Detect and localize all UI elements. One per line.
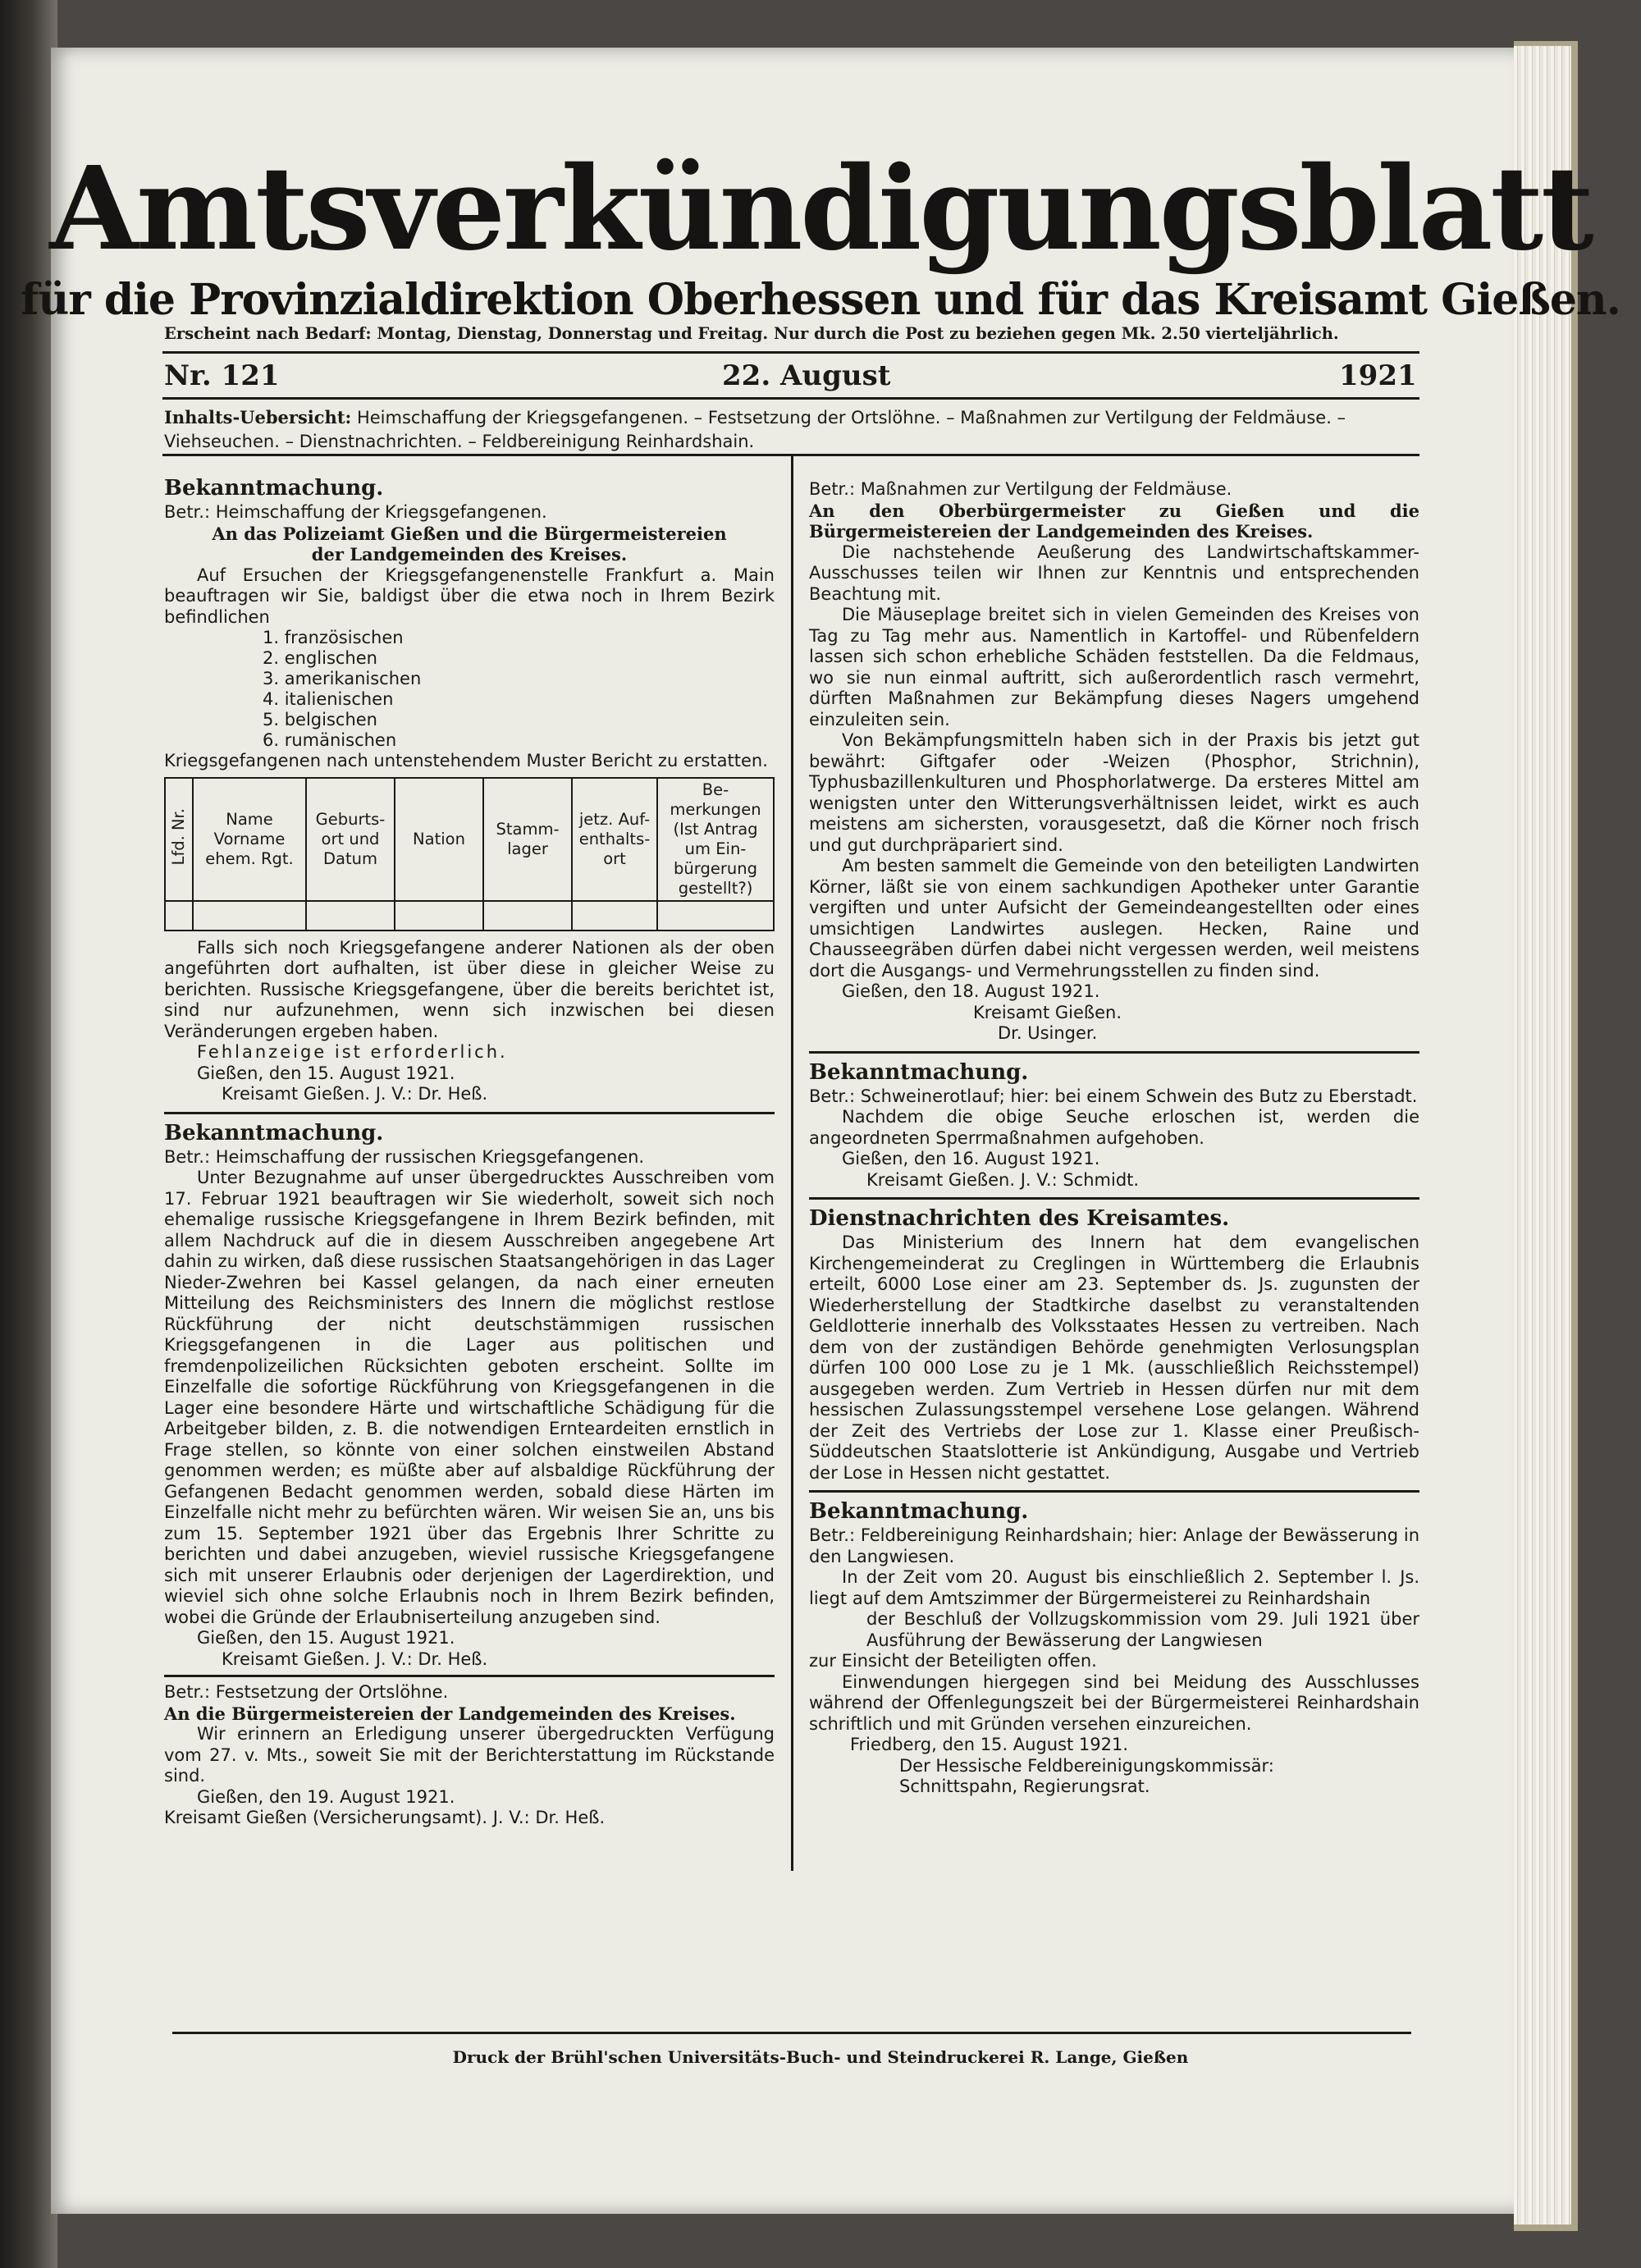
article-place-date: Gießen, den 15. August 1921. [197,1628,455,1648]
article-heading: Bekanntmachung. [164,476,384,501]
table-cell [306,901,395,931]
article-signature: Kreisamt Gießen. [973,1002,1122,1022]
page-edges [1514,41,1578,2231]
article-body: Nachdem die obige Seuche erloschen ist, werden die angeordneten Sperrmaßnahmen aufgehoben. [809,1107,1419,1148]
article-russische-kriegsgefangene [164,1119,775,1671]
article-betr: Betr.: Heimschaffung der Kriegsgefangenen. [164,502,547,522]
table-cell [657,901,774,931]
article-heading: Bekanntmachung. [164,1120,384,1145]
issue-year: 1921 [1339,359,1417,392]
article-paragraph: Am besten sammelt die Gemeinde von den beteiligten Landwirten Körner, läßt sie von einem sachkundigen Apotheker unter Garantie vergiften und unter Aufsicht der Gemeindeangestellten oder eines umsichtigen Landwirtes auslegen. Hecken, Raine und Chausseegräben dürfen dabei nicht vergessen werden, weil meistens dort die Ausgangs- und Vermehrungsstellen zu finden sind. [809,856,1419,981]
toc-text: Heimschaffung der Kriegsgefangenen. – Festsetzung der Ortslöhne. – Maßnahmen zur Vertilgung der Feldmäuse. – Viehseuchen. – Dienstnachrichten. – Feldbereinigung Reinhardshain. [164,408,1346,451]
article-paragraph: Die nachstehende Aeußerung des Landwirtschaftskammer-Ausschusses teilen wir Ihnen zur Kenntnis und entsprechenden Beachtung mit. [809,542,1419,604]
article-rule [809,1197,1419,1200]
article-body: Das Ministerium des Innern hat dem evangelischen Kirchengemeinderat zu Creglingen in Württemberg die Erlaubnis erteilt, 6000 Lose einer am 23. September ds. Js. zugunsten der Wiederherstellung der Stadtkirche daselbst zu veranstaltenden Geldlotterie innerhalb des Volksstaates Hessen zu vertreiben. Nach dem von der zuständigen Behörde genehmigten Verlosungsplan dürfen 100 000 Lose zu je 1 Mk. (ausschließlich Reichsstempel) ausgegeben werden. Zum Vertrieb in Hessen dürfen nur mit dem hessischen Zulassungsstempel versehene Lose gelangen. Während der Zeit des Vertriebs der Lose zur 1. Klasse einer Preußisch-Süddeutschen Staatslotterie ist Ankündigung, Ausgabe und Vertrieb der Lose in Hessen nicht gestattet. [809,1232,1419,1483]
right-column [809,479,1419,1798]
column-header: Lfd. Nr. [165,778,193,901]
article-paragraph: Fehlanzeige ist erforderlich. [197,1042,508,1062]
article-addressee: An die Bürgermeistereien der Landgemeinden des Kreises. [164,1703,736,1724]
article-paragraph: der Beschluß der Vollzugskommission vom 29. Juli 1921 über Ausführung der Bewässerung der Langwiesen [866,1609,1419,1650]
article-rule [809,1051,1419,1054]
column-header: jetz. Auf-enthalts-ort [572,778,657,901]
toc-label: Inhalts-Uebersicht: [164,407,352,428]
column-header: Nation [395,778,483,901]
column-header: Be-merkungen (Ist Antrag um Ein-bürgerung gestellt?) [657,778,774,901]
book-spine [0,0,57,2268]
table-cell [395,901,483,931]
article-rule [164,1112,775,1114]
article-signature: Der Hessische Feldbereinigungskommissär: [899,1755,1274,1776]
table-cell [483,901,572,931]
article-schweinerotlauf [809,1059,1419,1191]
table-cell [572,901,657,931]
article-place-date: Gießen, den 18. August 1921. [842,981,1100,1001]
article-betr: Betr.: Heimschaffung der russischen Kriegsgefangenen. [164,1146,645,1167]
table-of-contents [164,405,1419,454]
masthead-title: Amtsverkündigungsblatt [49,142,1592,277]
article-body: Unter Bezugnahme auf unser übergedrucktes Ausschreiben vom 17. Februar 1921 beauftragen wir Sie wiederholt, soweit sich noch ehemalige russische Kriegsgefangene in Ihrem Bezirk befinden, mit allem Nachdruck auf die in diesem Ausschreiben angegebene Art dahin zu wirken, daß diese russischen Staatsangehörigen in das Lager Nieder-Zwehren bei Kassel gelangen, da nach einer erneuten Mitteilung des Reichsministers des Innern die möglichst restlose Rückführung der nicht deutschstämmigen russischen Kriegsgefangenen in die Lager aus politischen und fremdenpolizeilichen Rücksichten geboten erscheint. Sollte im Einzelfalle die sofortige Rückführung von Kriegsgefangenen in die Lager eine besondere Härte und wirtschaftliche Schädigung für die Arbeitgeber bilden, z. B. die notwendigen Ernteardeiten ernstlich in Frage stellen, so könnte von einer solchen einstweilen Abstand genommen werden; es müßte aber auf alsbaldige Rückführung der Gefangenen Bedacht genommen werden, sobald diese Härten im Einzelfalle nicht mehr zu befürchten wären. Wir weisen Sie an, uns bis zum 15. September 1921 über das Ergebnis Ihrer Schritte zu berichten und dabei anzugeben, wieviel russische Kriegsgefangene sich mit unserer Erlaubnis oder derjenigen der Lagerdirektion, und wieviel sich ohne solche Erlaubnis noch in Ihrem Bezirk befinden, wobei die Gründe der Erlaubniserteilung anzugeben sind. [164,1168,775,1627]
list-item: 4. italienischen [263,689,394,709]
masthead-subtitle: für die Provinzialdirektion Oberhessen und für das Kreisamt Gießen. [21,275,1620,325]
issue-date: 22. August [722,359,891,392]
list-item: 5. belgischen [263,710,377,729]
article-place-date: Gießen, den 19. August 1921. [197,1786,455,1807]
article-signature: Kreisamt Gießen. J. V.: Schmidt. [866,1169,1140,1190]
footer-rule [172,2032,1411,2034]
article-paragraph: Einwendungen hiergegen sind bei Meidung des Ausschlusses während der Offenlegungszeit bei der Bürgermeisterei Reinhardshain schriftlich und mit Gründen versehen einzureichen. [809,1671,1419,1734]
article-heading: Bekanntmachung. [809,1059,1029,1085]
column-header: Stamm-lager [483,778,572,901]
list-item: 2. englischen [263,648,377,668]
article-betr: Betr.: Feldbereinigung Reinhardshain; hier: Anlage der Bewässerung in den Langwiesen. [809,1525,1419,1566]
article-feldbereinigung [809,1498,1419,1798]
header-rule-top [162,351,1419,354]
list-item: 6. rumänischen [263,730,397,750]
table-row [165,901,774,931]
issuance-note: Erscheint nach Bedarf: Montag, Dienstag, Donnerstag und Freitag. Nur durch die Post zu beziehen gegen Mk. 2.50 vierteljährlich. [164,324,1339,343]
article-dienstnachrichten [809,1205,1419,1484]
article-rule [164,1675,775,1677]
header-rule-bottom [162,397,1419,400]
article-addressee: An das Polizeiamt Gießen und die Bürgermeistereien der Landgemeinden des Kreises. [212,523,727,565]
article-heading: Bekanntmachung. [809,1499,1029,1524]
article-body: Wir erinnern an Erledigung unserer übergedruckten Verfügung vom 27. v. Mts., soweit Sie mit der Berichterstattung im Rückstande sind. [164,1724,775,1786]
article-paragraph: Von Bekämpfungsmitteln haben sich in der Praxis bis jetzt gut bewährt: Giftgafer oder -Weizen (Phosphor, Strichnin), Typhusbazillenkulturen und Phosphorlatwerge. Da ersteres Mittel am wenigsten unter den Witterungsverhältnissen leidet, wirkt es auch meistens am sichersten, vorausgesetzt, daß die Körner noch frisch und gut durchpräpariert sind. [809,730,1419,855]
report-template-table [164,777,775,931]
column-divider [791,456,793,1871]
table-header-row [165,778,774,901]
article-rule [809,1490,1419,1493]
article-addressee: An den Oberbürgermeister zu Gießen und die Bürgermeistereien der Landgemeinden des Kreises. [809,500,1419,542]
article-paragraph: zur Einsicht der Beteiligten offen. [809,1651,1097,1671]
article-ortsloehne [164,1682,775,1829]
article-signature: Kreisamt Gießen (Versicherungsamt). J. V.: Dr. Heß. [164,1808,606,1827]
article-betr: Betr.: Maßnahmen zur Vertilgung der Feldmäuse. [809,479,1232,499]
article-signature: Kreisamt Gießen. J. V.: Dr. Heß. [222,1648,488,1669]
nation-list [164,628,775,751]
article-feldmaeuse [809,479,1419,1045]
article-signature: Kreisamt Gießen. J. V.: Dr. Heß. [222,1084,488,1104]
column-header: Name Vorname ehem. Rgt. [193,778,306,901]
article-place-date: Gießen, den 15. August 1921. [197,1063,455,1083]
article-paragraph: Die Mäuseplage breitet sich in vielen Gemeinden des Kreises von Tag zu Tag mehr aus. Namentlich in Kartoffel- und Rübenfeldern lassen sich schon erhebliche Schäden feststellen. Da die Feldmaus, wo sie nun einmal auftritt, sich außerordentlich rasch vermehrt, dürften Maßnahmen zur Bekämpfung dieses Nagers umgehend einzuleiten sein. [809,605,1419,729]
article-place-date: Friedberg, den 15. August 1921. [850,1735,1129,1754]
article-signature: Dr. Usinger. [998,1023,1098,1043]
article-intro: Auf Ersuchen der Kriegsgefangenenstelle Frankfurt a. Main beauftragen wir Sie, baldigst über die etwa noch in Ihrem Bezirk befindlichen [164,565,775,627]
table-cell [193,901,306,931]
article-betr: Betr.: Schweinerotlauf; hier: bei einem Schwein des Butz zu Eberstadt. [809,1086,1418,1106]
printer-imprint: Druck der Brühl'schen Universitäts-Buch- und Steindruckerei R. Lange, Gießen [452,2047,1189,2067]
list-item: 3. amerikanischen [263,669,422,688]
table-cell [165,901,193,931]
article-betr: Betr.: Festsetzung der Ortslöhne. [164,1682,449,1702]
article-paragraph: In der Zeit vom 20. August bis einschließlich 2. September l. Js. liegt auf dem Amtszimmer der Bürgermeisterei zu Reinhardshain [809,1567,1419,1608]
article-heading: Dienstnachrichten des Kreisamtes. [809,1206,1230,1231]
article-paragraph: Falls sich noch Kriegsgefangene anderer Nationen als der oben angeführten dort aufhalten, ist über diese in gleicher Weise zu berichten. Russische Kriegsgefangene, über die bereits berichtet ist, sind nur aufzunehmen, wenn sich inzwischen bei diesen Veränderungen ergeben haben. [164,937,775,1041]
issue-number: Nr. 121 [164,359,280,392]
list-item: 1. französischen [263,628,404,647]
article-after-list: Kriegsgefangenen nach untenstehendem Muster Bericht zu erstatten. [164,751,768,770]
article-place-date: Gießen, den 16. August 1921. [842,1149,1100,1168]
left-column [164,474,775,1829]
article-heimschaffung [164,474,775,1105]
column-header: Geburts-ort und Datum [306,778,395,901]
article-signature: Schnittspahn, Regierungsrat. [899,1776,1150,1796]
